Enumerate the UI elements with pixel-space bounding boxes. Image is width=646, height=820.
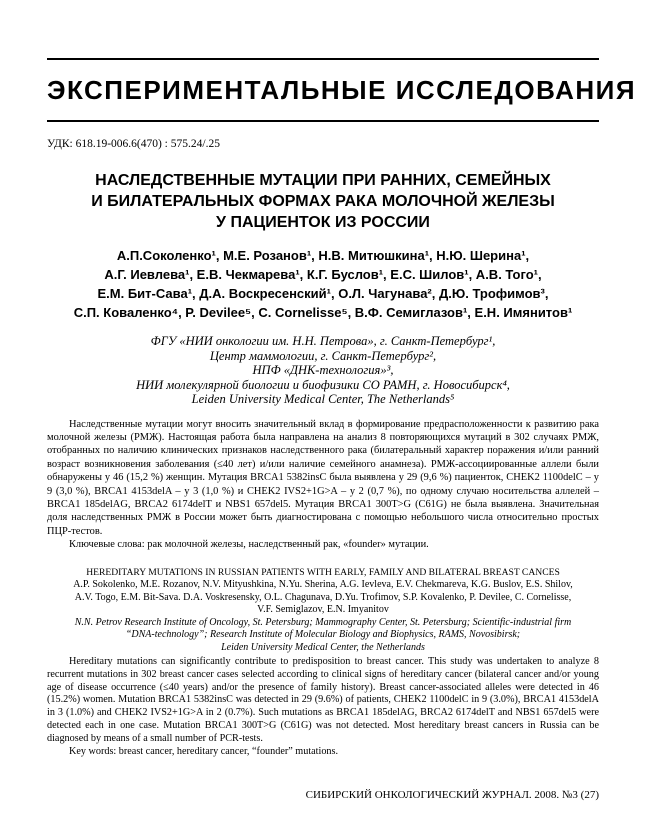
abstract-ru: Наследственные мутации могут вносить значительный вклад в формирование предрасположенности к развитию рака молочной железы (РМЖ). Настоящая работа была направлена на анализ 8 повторяющихся мутаций в 302 случаях РМЖ, отобранных по наличию клинических признаков наследственного рака (билатеральный характер поражения и/или ранний возраст возникновения заболевания (≤40 лет) и/или наличие семейного анамнеза). РМЖ-ассоциированные аллели были обнаружены у 46 (15,2 %) женщин. Мутация BRCA1 5382insC была выявлена у 29 (9,6 %) пациенток, CHEK2 1100delC – у 9 (3,0 %), BRCA1 4153delA – у 3 (1,0 %) и CHEK2 IVS2+1G>A – у 2 (0,7 %), по одному случаю носительства аллелей –BRCA1 185delAG, BRCA2 6174delT и NBS1 657del5. Мутация BRCA1 300T>G (C61G) не была выявлена. Значительная доля наследственных РМЖ в России может быть диагностирована с помощью небольшого числа относительно простых ПЦР-тестов. — [47, 418, 599, 537]
affiliation-line: НИИ молекулярной биологии и биофизики СО РАМН, г. Новосибирск⁴, — [136, 377, 510, 392]
affiliation-line: Leiden University Medical Center, The Netherlands⁵ — [191, 392, 455, 406]
authors-en-line: V.F. Semiglazov, E.N. Imyanitov — [257, 604, 389, 616]
article-title-ru — [47, 170, 599, 233]
affiliation-en-line: Leiden University Medical Center, the Netherlands — [221, 641, 425, 653]
authors-line: С.П. Коваленко⁴, P. Devilee⁵, C. Cornelisse⁵, В.Ф. Семиглазов¹, Е.Н. Имянитов¹ — [73, 305, 573, 320]
affiliation-line: ФГУ «НИИ онкологии им. Н.Н. Петрова», г. Санкт-Петербург¹, — [150, 334, 496, 348]
authors-line: А.Г. Иевлева¹, Е.В. Чекмарева¹, К.Г. Буслов¹, Е.С. Шилов¹, А.В. Того¹, — [104, 267, 542, 282]
journal-footer-reference: СИБИРСКИЙ ОНКОЛОГИЧЕСКИЙ ЖУРНАЛ. 2008. №3 (27) — [305, 789, 599, 801]
keywords-ru: Ключевые слова: рак молочной железы, наследственный рак, «founder» мутации. — [69, 539, 429, 551]
top-rule — [47, 58, 599, 60]
affiliation-en-line: “DNA-technology”; Research Institute of Molecular Biology and Biophysics, RAMS, Novosibirsk; — [125, 629, 521, 641]
authors-en — [47, 579, 599, 617]
authors-line: А.П.Соколенко¹, М.Е. Розанов¹, Н.В. Митюшкина¹, Н.Ю. Шерина¹, — [116, 248, 530, 263]
udc-code: УДК: 618.19-006.6(470) : 575.24/.25 — [47, 138, 220, 150]
english-section — [47, 567, 599, 759]
abstract-en: Hereditary mutations can significantly contribute to predisposition to breast cancer. This study was undertaken to analyze 8 recurrent mutations in 302 breast cancer cases selected according to clinical signs of hereditary cancer (bilateral cancer and/or young age of disease occurrence (≤40 years) and/or the presence of family history). Breast cancer-associated alleles were detected in 46 (15.2%) women. Mutation BRCA1 5382insC was detected in 29 (9.6%) of patients, CHEK2 1100delC in 9 (3.0%), BRCA1 4153delA in 3 (1.0%) and CHEK2 IVS2+1G>A in 2 (0.7%). Such mutations as BRCA1 185delAG, BRCA2 6174delT and NBS1 657del5 were detected each in one case. Mutation BRCA1 300T>G (C61G) was not detected. Most hereditary breast cancers in Russia can be diagnosed by means of a small number of PCR-tests. — [47, 656, 599, 744]
article-title-line: НАСЛЕДСТВЕННЫЕ МУТАЦИИ ПРИ РАННИХ, СЕМЕЙНЫХ — [95, 172, 551, 189]
affiliation-line: Центр маммологии, г. Санкт-Петербург², — [209, 348, 437, 363]
affiliation-line: НПФ «ДНК-технология»³, — [252, 363, 394, 377]
section-rule — [47, 120, 599, 122]
authors-en-line: A.P. Sokolenko, M.E. Rozanov, N.V. Mityushkina, N.Yu. Sherina, A.G. Ievleva, E.V. Chekmareva, K.G. Buslov, E.S. Shilov, — [73, 579, 573, 591]
authors-ru — [47, 246, 599, 322]
article-title-line: И БИЛАТЕРАЛЬНЫХ ФОРМАХ РАКА МОЛОЧНОЙ ЖЕЛЕЗЫ — [91, 193, 555, 210]
authors-line: Е.М. Бит-Сава¹, Д.А. Воскресенский¹, О.Л. Чагунава², Д.Ю. Трофимов³, — [97, 286, 549, 301]
article-title-en: HEREDITARY MUTATIONS IN RUSSIAN PATIENTS WITH EARLY, FAMILY AND BILATERAL BREAST CANCES — [86, 566, 560, 578]
keywords-en: Key words: breast cancer, hereditary cancer, “founder” mutations. — [69, 745, 339, 757]
affiliations-en — [47, 617, 599, 655]
affiliations-ru — [47, 334, 599, 407]
authors-en-line: A.V. Togo, E.M. Bit-Sava. D.A. Voskresensky, O.L. Chagunava, D.Yu. Trofimov, S.P. Kovalenko, P. Devilee, C. Cornelisse, — [74, 591, 572, 603]
article-title-line: У ПАЦИЕНТОК ИЗ РОССИИ — [216, 214, 430, 231]
section-heading: ЭКСПЕРИМЕНТАЛЬНЫЕ ИССЛЕДОВАНИЯ — [47, 75, 637, 105]
affiliation-en-line: N.N. Petrov Research Institute of Oncology, St. Petersburg; Mammography Center, St. Petersburg; Scientific-industrial firm — [74, 616, 572, 628]
